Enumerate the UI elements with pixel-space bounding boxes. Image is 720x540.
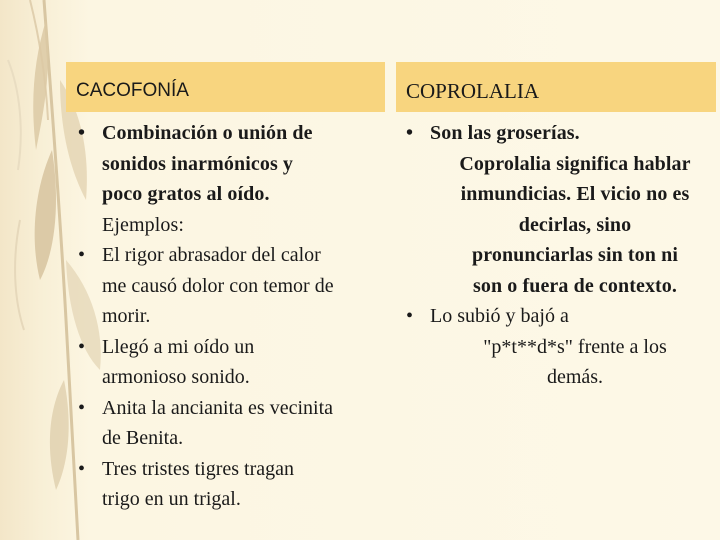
list-item xyxy=(402,301,720,393)
list-item-line: son o fuera de contexto. xyxy=(472,274,678,297)
coprolalia-list xyxy=(402,118,720,393)
list-item-line: decirlas, sino xyxy=(518,213,632,236)
list-item-line: sonidos inarmónicos y xyxy=(102,152,294,175)
list-item-line: • Lo subió y bajó a xyxy=(430,305,569,327)
coprolalia-column xyxy=(402,118,720,393)
cacofonia-list xyxy=(74,118,394,515)
header-cacofonia-text: CACOFONÍA xyxy=(76,80,189,101)
list-item-line: inmundicias. El vicio no es xyxy=(460,183,690,205)
cacofonia-column xyxy=(74,118,394,515)
list-item-line: Coprolalia significa hablar xyxy=(459,152,691,175)
header-cacofonia xyxy=(66,62,385,112)
list-item xyxy=(74,393,394,454)
header-coprolalia-text: COPROLALIA xyxy=(406,78,540,103)
list-item-line: me causó dolor con temor de xyxy=(102,274,334,297)
list-item-line: Ejemplos: xyxy=(102,213,185,236)
list-item-line: • Anita la ancianita es vecinita xyxy=(102,396,334,419)
list-item-line: • El rigor abrasador del calor xyxy=(102,244,321,266)
list-item-line: • Llegó a mi oído un xyxy=(102,335,255,358)
header-coprolalia xyxy=(396,62,716,112)
list-item-line: de Benita. xyxy=(102,427,184,449)
list-item-line: trigo en un trigal. xyxy=(102,488,241,510)
list-item-line: • Combinación o unión de xyxy=(102,122,313,144)
list-item xyxy=(74,240,394,332)
list-item-line: armonioso sonido. xyxy=(102,366,250,388)
list-item-line: • Son las groserías. xyxy=(430,122,580,144)
list-item xyxy=(74,118,394,240)
list-item-line: poco gratos al oído. xyxy=(102,183,270,205)
list-item-line: "p*t**d*s" frente a los xyxy=(483,335,667,358)
list-item xyxy=(74,332,394,393)
list-item xyxy=(402,118,720,301)
list-item-line: morir. xyxy=(102,305,151,327)
list-item xyxy=(74,454,394,515)
list-item-line: demás. xyxy=(546,366,604,388)
list-item-line: • Tres tristes tigres tragan xyxy=(102,457,295,480)
list-item-line: pronunciarlas sin ton ni xyxy=(472,244,678,266)
